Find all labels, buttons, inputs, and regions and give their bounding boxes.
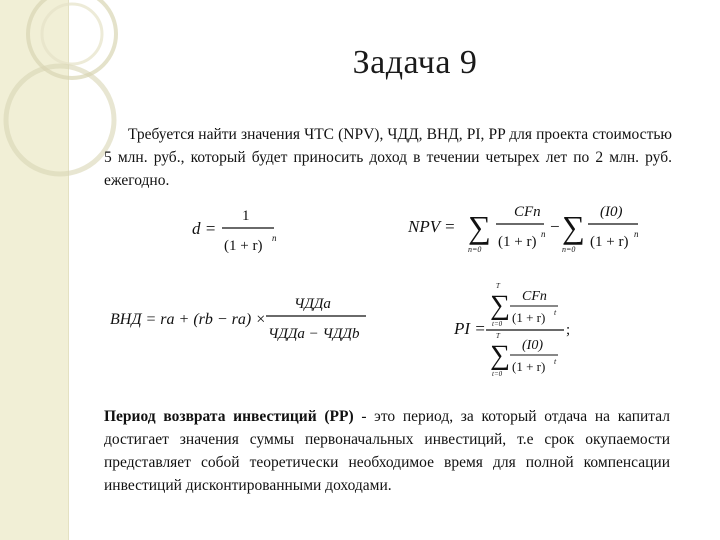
npv-term1-exp: n bbox=[541, 229, 546, 239]
slide-title: Задача 9 bbox=[352, 44, 478, 81]
irr-lhs: ВНД = ra + (rb − ra) × bbox=[110, 311, 267, 328]
npv-sum2-lower: n=0 bbox=[562, 245, 576, 254]
pi-bot-sigma: ∑ bbox=[490, 340, 510, 371]
pi-bot-den: (1 + r) bbox=[512, 359, 546, 374]
npv-sum2-sigma: ∑ bbox=[562, 209, 585, 245]
npv-sum1-lower: n=0 bbox=[468, 245, 482, 254]
npv-lhs: NPV = bbox=[408, 217, 456, 236]
npv-minus: − bbox=[550, 217, 560, 236]
npv-term2-den: (1 + r) bbox=[590, 234, 629, 250]
pi-lhs: PI = bbox=[454, 319, 486, 338]
discount-exponent: n bbox=[272, 233, 277, 243]
npv-term1-den: (1 + r) bbox=[498, 234, 537, 250]
npv-term1-num: CFn bbox=[514, 204, 541, 220]
pi-bot-num: (I0) bbox=[522, 338, 543, 353]
discount-lhs: d = bbox=[192, 219, 217, 238]
pi-trail: ; bbox=[566, 322, 571, 338]
pi-bot-exp: t bbox=[554, 357, 557, 366]
npv-term2-exp: n bbox=[634, 229, 639, 239]
npv-term2-num: (I0) bbox=[600, 204, 623, 220]
payback-definition bbox=[104, 405, 670, 497]
irr-numerator: ЧДДа bbox=[294, 296, 331, 312]
payback-text: - это период, за который отдача на капитал достигает значения суммы первоначальных инвестиций, т.е срок окупаемости представляет собой теоретически необходимое время для полной компенсации инвестиций дисконтированными доходами. bbox=[104, 408, 671, 494]
npv-sum1-sigma: ∑ bbox=[468, 209, 491, 245]
pi-top-lower: t=0 bbox=[492, 320, 503, 328]
pi-bot-lower: t=0 bbox=[492, 370, 503, 378]
pi-top-sigma: ∑ bbox=[490, 290, 510, 321]
discount-formula bbox=[188, 200, 288, 265]
payback-term: Период возврата инвестиций (PP) bbox=[104, 408, 354, 425]
pi-top-exp: t bbox=[554, 308, 557, 317]
pi-top-upper: T bbox=[496, 282, 500, 290]
irr-formula bbox=[108, 292, 378, 357]
discount-denominator: (1 + r) bbox=[224, 238, 263, 254]
npv-formula bbox=[406, 196, 666, 265]
pi-bot-upper: T bbox=[496, 332, 500, 340]
irr-denominator: ЧДДа − ЧДДb bbox=[268, 326, 360, 342]
problem-statement bbox=[104, 123, 672, 192]
pi-top-den: (1 + r) bbox=[512, 310, 546, 325]
pi-top-num: CFn bbox=[522, 289, 547, 304]
problem-text: Требуется найти значения ЧТС (NPV), ЧДД, ВНД, PI, PP для проекта стоимостью 5 млн. руб., который будет приносить доход в течении четырех лет по 2 млн. руб. ежегодно. bbox=[104, 126, 672, 189]
pi-formula bbox=[452, 282, 592, 387]
discount-numerator: 1 bbox=[242, 208, 250, 224]
